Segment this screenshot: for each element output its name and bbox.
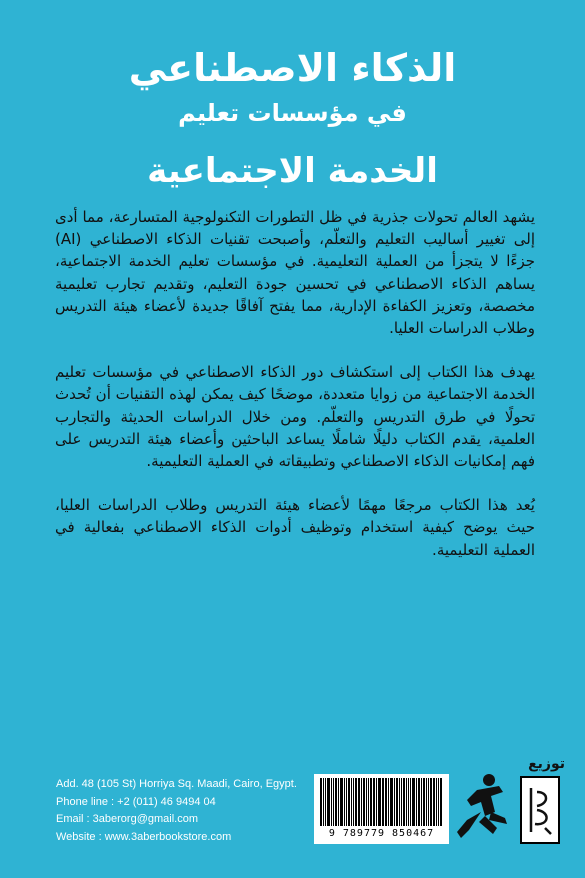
barcode-bar [426,778,427,826]
barcode-bar [355,778,357,826]
distribution-label: توزيع [528,756,565,772]
barcode-bar [373,778,375,826]
isbn-number: 9 789779 850467 [328,828,435,839]
book-subtitle: في مؤسسات تعليم [178,99,407,127]
barcode-bar [361,778,362,826]
barcode-bar [331,778,332,826]
barcode-bar [346,778,347,826]
barcode-bar [408,778,409,826]
isbn-barcode [314,774,449,844]
barcode-bar [344,778,345,826]
barcode-bar [418,778,420,826]
barcode-bar [430,778,433,826]
barcode-bar [390,778,393,826]
barcode-bar [378,778,381,826]
barcode-bar [436,778,437,826]
barcode-bar [438,778,439,826]
publisher-email: Email : 3aberorg@gmail.com [56,813,198,825]
barcode-bar [423,778,425,826]
barcode-bar [440,778,442,826]
barcode-bar [351,778,352,826]
barcode-bar [428,778,429,826]
barcode-bar [376,778,377,826]
barcode-bar [327,778,330,826]
barcode-bar [358,778,361,826]
barcode-bar [366,778,367,826]
publisher-phone: Phone line : +2 (011) 46 9494 04 [56,795,216,808]
barcode-bar [368,778,369,826]
book-title-field: الخدمة الاجتماعية [147,151,438,191]
barcode-bar [433,778,435,826]
barcode-bar [363,778,365,826]
publisher-address: Add. 48 (105 St) Horriya Sq. Maadi, Cairo, Egypt. [56,778,297,790]
barcode-bar [394,778,395,826]
publisher-contact [56,776,306,846]
barcode-bar [388,778,389,826]
calligraphy-logo-icon [525,782,555,838]
barcode-bars [320,778,443,826]
barcode-bar [385,778,387,826]
blurb-paragraph-1: يشهد العالم تحولات جذرية في ظل التطورات التكنولوجية المتسارعة، مما أدى إلى تغيير أساليب التعليم والتعلّم، وأصبحت تقنيات الذكاء الاصطناعي (AI) جزءًا لا يتجزأ من العملية التعليمية. في مؤسسات تعليم الخدمة الاجتماعية، يساهم الذكاء الاصطناعي في تحسين جودة التعليم، وتقديم تجارب تعليمية مخصصة، وتعزيز الكفاءة الإدارية، مما يفتح آفاقًا جديدة لأعضاء هيئة التدريس وطلاب الدراسات العليا. [55,208,535,338]
barcode-bar [396,778,398,826]
barcode-bar [338,778,339,826]
blurb-paragraph-2: يهدف هذا الكتاب إلى استكشاف دور الذكاء الاصطناعي في مؤسسات تعليم الخدمة الاجتماعية من زوايا متعددة، موضحًا كيف يمكن لهذه التقنيات أن تُحدث تحولًا في طرق التدريس والتعلّم. ومن خلال الدراسات الحديثة والتجارب العلمية، يقدم الكتاب دليلًا شاملًا يساعد الباحثين وأعضاء هيئة التدريس على فهم إمكانيات الذكاء الاصطناعي وتطبيقاته في العملية التعليمية. [55,363,535,471]
barcode-bar [416,778,417,826]
blurb-paragraph-3: يُعد هذا الكتاب مرجعًا مهمًا لأعضاء هيئة التدريس وطلاب الدراسات العليا، حيث يوضح كيفية استخدام وتوظيف أدوات الذكاء الاصطناعي بفعالية في العملية التعليمية. [55,496,535,559]
barcode-bar [410,778,411,826]
barcode-bar [421,778,422,826]
cover-title-block [0,44,585,194]
runner-logo-icon [455,772,510,844]
barcode-bar [348,778,350,826]
barcode-bar [340,778,343,826]
barcode-bar [412,778,415,826]
barcode-bar [353,778,354,826]
publisher-logo [520,776,560,844]
back-cover-blurb [55,206,535,583]
barcode-bar [323,778,324,826]
barcode-bar [382,778,383,826]
barcode-bar [406,778,408,826]
barcode-bar [383,778,384,826]
publisher-website: Website : www.3aberbookstore.com [56,830,232,843]
barcode-bar [399,778,400,826]
barcode-bar [403,778,405,826]
barcode-bar [333,778,335,826]
barcode-bar [370,778,372,826]
barcode-bar [320,778,322,826]
barcode-bar [401,778,402,826]
book-title: الذكاء الاصطناعي [128,46,457,90]
barcode-bar [325,778,326,826]
barcode-bar [335,778,337,826]
